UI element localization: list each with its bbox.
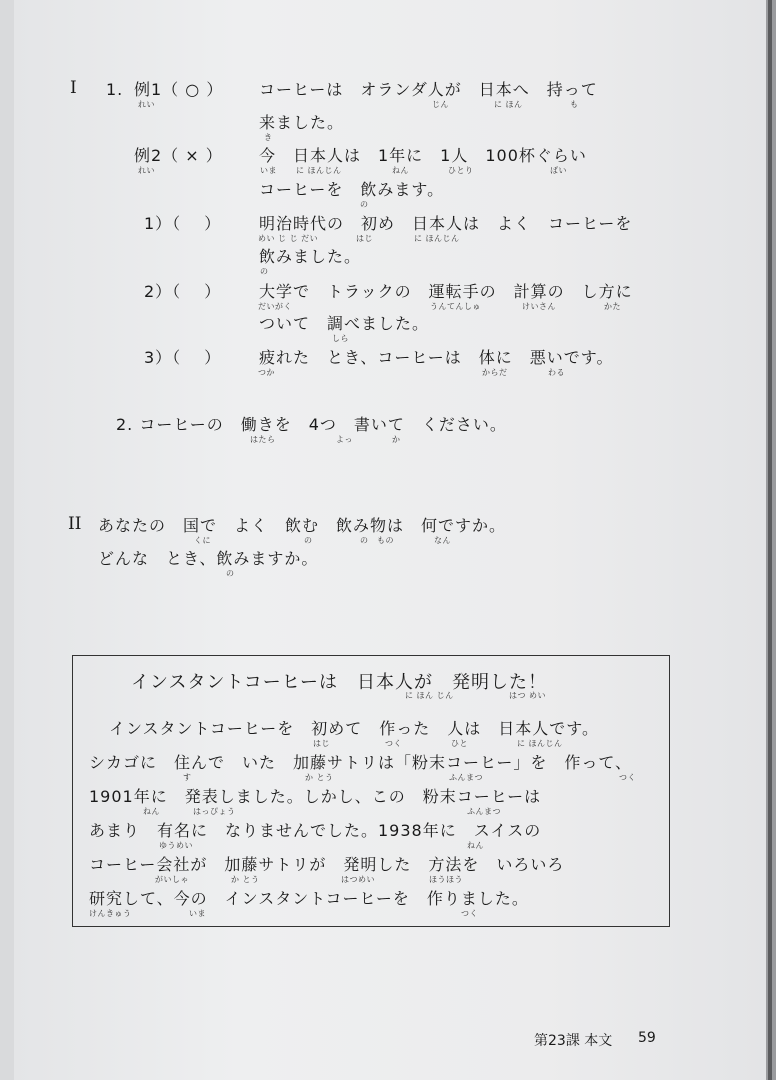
ruby-yo: よっ: [336, 435, 353, 444]
item-1-label: 1）（ ）: [144, 214, 222, 233]
ruby-b-nen2: ねん: [467, 841, 484, 850]
ruby-meiji: めい じ じ だい: [258, 234, 319, 243]
ruby-b-hatsumei: はつめい: [341, 875, 375, 884]
ruby-untenshu: うんてんしゅ: [430, 302, 481, 311]
ruby-b-tsuku3: つく: [461, 909, 478, 918]
item-3-label: 3）（ ）: [144, 348, 222, 367]
box-line-2: シカゴに 住んで いた 加藤サトリは「粉末コーヒー」を 作って、: [89, 753, 633, 772]
item-2-label: 2）（ ）: [144, 282, 222, 301]
ruby-daigaku: だいがく: [258, 302, 292, 311]
ruby-nihon: に ほん: [494, 100, 523, 109]
ruby-mo: も: [570, 100, 579, 109]
ruby-b-tsuku1: つく: [385, 739, 402, 748]
section-1-numeral: I: [70, 78, 77, 98]
ruby-tsuka: つか: [258, 368, 275, 377]
ruby-karada: からだ: [482, 368, 508, 377]
item-1-line-1: 明治時代の 初め 日本人は よく コーヒーを: [259, 214, 633, 233]
ruby-nen: ねん: [392, 166, 409, 175]
ruby-bai: ばい: [550, 166, 567, 175]
ruby-b-katou1: か とう: [305, 773, 334, 782]
question-2-text: 2. コーヒーの 働きを 4つ 書いて ください。: [116, 415, 507, 434]
ruby-rei-2: れい: [138, 166, 155, 175]
ruby-b-haji: はじ: [313, 739, 330, 748]
ruby-nan: なん: [434, 536, 451, 545]
ruby-waru: わる: [548, 368, 565, 377]
ruby-b-nen1: ねん: [143, 807, 160, 816]
ruby-ka: か: [392, 435, 401, 444]
ruby-kuni: くに: [194, 536, 211, 545]
ruby-b-su: す: [183, 773, 192, 782]
section-2-line-2: どんな とき、飲みますか。: [98, 549, 319, 568]
example-1-line-1: コーヒーは オランダ人が 日本へ 持って: [259, 80, 598, 99]
ruby-b-hito: ひと: [451, 739, 468, 748]
ruby-rei: れい: [138, 100, 155, 109]
ruby-haji: はじ: [356, 234, 373, 243]
lesson-label: 第23課 本文: [534, 1033, 613, 1049]
ruby-hitori: ひとり: [448, 166, 474, 175]
box-title: インスタントコーヒーは 日本人が 発明した！: [131, 672, 548, 693]
textbook-page: [14, 0, 766, 1080]
ruby-no-s2-1: の: [304, 536, 313, 545]
ruby-box-hatsumei: はつ めい: [509, 691, 547, 700]
ruby-jin: じん: [432, 100, 449, 109]
section-2-line-1: あなたの 国で よく 飲む 飲み物は 何ですか。: [98, 516, 507, 535]
ruby-ima: いま: [260, 166, 277, 175]
ruby-b-funmatsu2: ふんまつ: [467, 807, 501, 816]
ruby-b-katou2: か とう: [231, 875, 260, 884]
ruby-box-nihonjin: に ほん じん: [405, 691, 454, 700]
ruby-no-2: の: [260, 267, 269, 276]
item-2-line-1: 大学で トラックの 運転手の 計算の し方に: [259, 282, 633, 301]
page-number: 59: [638, 1030, 656, 1046]
ruby-kata: かた: [604, 302, 621, 311]
ruby-no: の: [360, 200, 369, 209]
ruby-b-yuumei: ゆうめい: [159, 841, 193, 850]
box-line-6: 研究して、今の インスタントコーヒーを 作りました。: [89, 889, 529, 908]
ruby-no-s2-2: の: [226, 569, 235, 578]
ruby-hatara: はたら: [250, 435, 276, 444]
example-1-line-2: 来ました。: [259, 113, 345, 132]
item-3-line-1: 疲れた とき、コーヒーは 体に 悪いです。: [259, 348, 614, 367]
example-1-label: 例1（ ○ ）: [134, 80, 224, 99]
ruby-b-happyou: はっぴょう: [193, 807, 236, 816]
item-1-line-2: 飲みました。: [259, 247, 362, 266]
example-2-line-1: 今 日本人は 1年に 1人 100杯ぐらい: [259, 146, 587, 165]
ruby-b-houhou: ほうほう: [429, 875, 463, 884]
ruby-b-kenkyuu: けんきゅう: [89, 909, 132, 918]
ruby-nihonjin: に ほんじん: [296, 166, 342, 175]
box-line-1: インスタントコーヒーを 初めて 作った 人は 日本人です。: [109, 719, 599, 738]
ruby-shira: しら: [332, 334, 349, 343]
question-1-number: 1.: [106, 80, 124, 99]
ruby-b-ima: いま: [189, 909, 206, 918]
box-line-4: あまり 有名に なりませんでした。1938年に スイスの: [89, 821, 542, 840]
book-edge: [766, 0, 776, 1080]
ruby-ki: き: [264, 133, 273, 142]
box-line-5: コーヒー会社が 加藤サトリが 発明した 方法を いろいろ: [89, 855, 565, 874]
box-line-3: 1901年に 発表しました。しかし、この 粉末コーヒーは: [89, 787, 542, 806]
section-2-numeral: II: [68, 514, 82, 534]
example-2-line-2: コーヒーを 飲みます。: [259, 180, 445, 199]
ruby-nomimono: の もの: [360, 536, 394, 545]
example-2-label: 例2（ × ）: [134, 146, 223, 165]
item-2-line-2: ついて 調べました。: [259, 314, 430, 333]
ruby-b-tsuku2: つく: [619, 773, 636, 782]
info-box: [72, 655, 670, 927]
ruby-b-kaisha: がいしゃ: [155, 875, 189, 884]
ruby-nihonjin-2: に ほんじん: [414, 234, 460, 243]
ruby-b-nihonjin: に ほんじん: [517, 739, 563, 748]
ruby-keisan: けいさん: [522, 302, 556, 311]
ruby-b-funmatsu1: ふんまつ: [449, 773, 483, 782]
